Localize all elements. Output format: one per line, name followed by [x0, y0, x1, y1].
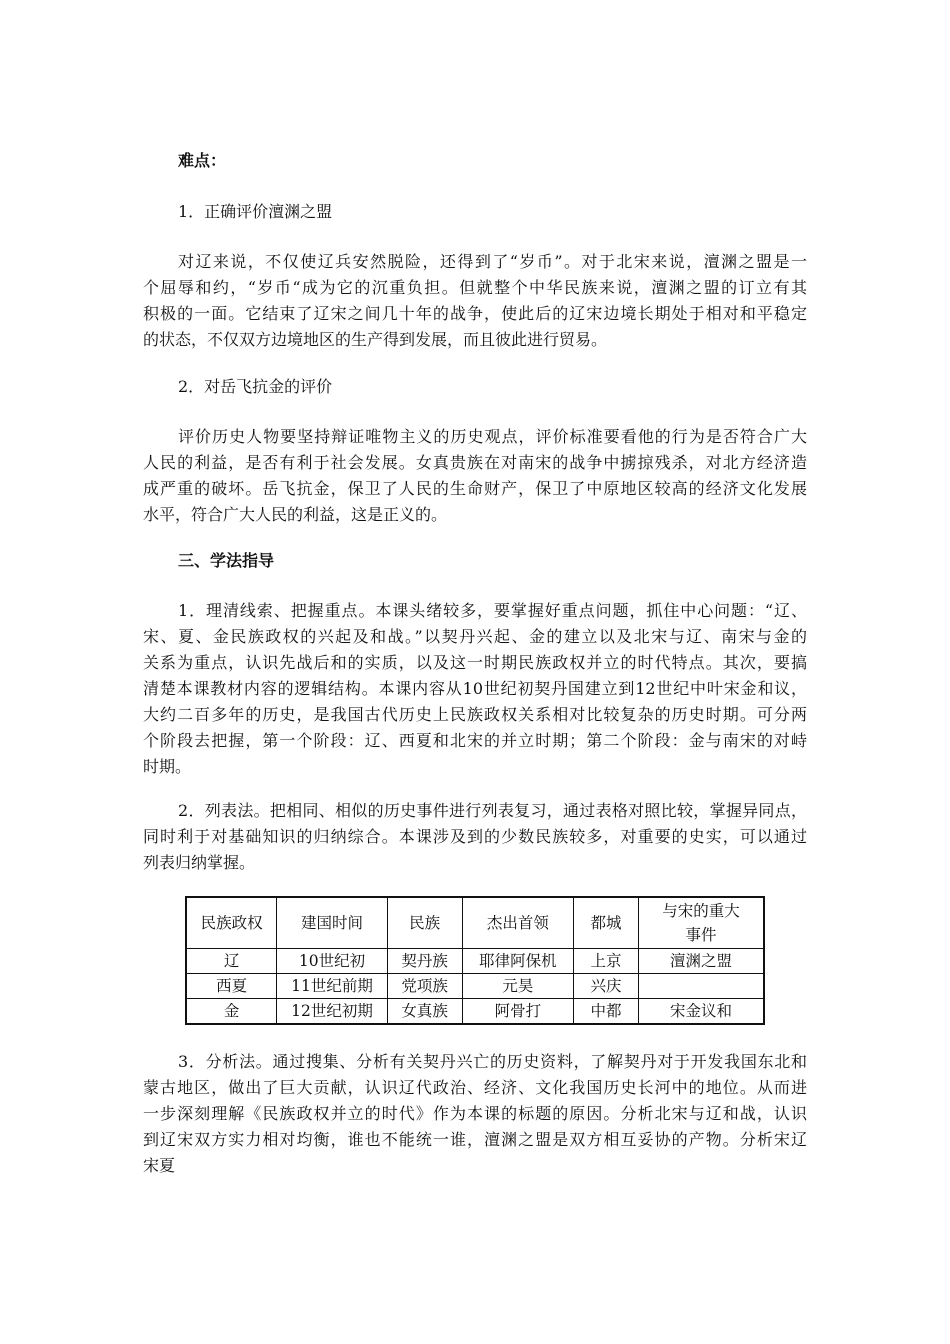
header-line: 与宋的重大: [662, 902, 740, 920]
method1-paragraph: [143, 598, 807, 780]
table-cell: 西夏: [186, 974, 277, 999]
table-header-cell: 杰出首领: [462, 897, 574, 949]
paragraph-line: 蒙古地区，做出了巨大贡献，认识辽代政治、经济、文化我国历史长河中的地位。从而进: [143, 1078, 807, 1097]
paragraph-line: 2．列表法。把相同、相似的历史事件进行列表复习，通过表格对照比较，掌握异同点，: [178, 801, 807, 820]
difficulty-heading: 难点：: [178, 151, 227, 170]
table-cell: 中都: [574, 999, 639, 1025]
paragraph-line: 同时利于对基础知识的归纳综合。本课涉及到的少数民族较多，对重要的史实，可以通过: [143, 827, 807, 846]
table-cell: 耶律阿保机: [462, 949, 574, 974]
paragraph-line: 到辽宋双方实力相对均衡，谁也不能统一谁，澶渊之盟是双方相互妥协的产物。分析宋辽: [143, 1130, 807, 1149]
table-cell: 澶渊之盟: [638, 949, 764, 974]
point2-title: 2．对岳飞抗金的评价: [178, 377, 333, 396]
table-header-cell: [638, 897, 764, 949]
table-cell: 女真族: [387, 999, 462, 1025]
table-row: [186, 949, 764, 974]
table-cell: 金: [186, 999, 277, 1025]
paragraph-line: 1．理清线索、把握重点。本课头绪较多，要掌握好重点问题，抓住中心问题：“辽、: [178, 601, 807, 620]
table-header-cell: 民族政权: [186, 897, 277, 949]
method3-paragraph: [143, 1049, 807, 1179]
point1-title: 1．正确评价澶渊之盟: [178, 202, 333, 221]
difficulty-heading-block: [143, 148, 807, 174]
paragraph-line: 对辽来说，不仅使辽兵安然脱险，还得到了“岁币”。对于北宋来说，澶渊之盟是一: [178, 252, 807, 271]
paragraph-line: 人民的利益，是否有利于社会发展。女真贵族在对南宋的战争中掳掠残杀，对北方经济造: [143, 453, 807, 472]
table-cell: 10世纪初: [277, 949, 388, 974]
methods-heading: 三、学法指导: [178, 551, 275, 570]
paragraph-line: 个阶段去把握，第一个阶段：辽、西夏和北宋的并立时期；第二个阶段：金与南宋的对峙: [143, 731, 807, 750]
table-cell: 契丹族: [387, 949, 462, 974]
methods-heading-block: [143, 548, 807, 574]
table-cell: 兴庆: [574, 974, 639, 999]
paragraph-line: 关系为重点，认识先战后和的实质，以及这一时期民族政权并立的时代特点。其次，要搞: [143, 653, 807, 672]
paragraph-line: 宋、夏、金民族政权的兴起及和战。”以契丹兴起、金的建立以及北宋与辽、南宋与金的: [143, 627, 807, 646]
table-row: [186, 974, 764, 999]
table-cell: 党项族: [387, 974, 462, 999]
paragraph-line: 水平，符合广大人民的利益，这是正义的。: [143, 505, 448, 524]
table-cell: 宋金议和: [638, 999, 764, 1025]
table-cell: [638, 974, 764, 999]
point1-title-block: [143, 199, 807, 225]
table-cell: 上京: [574, 949, 639, 974]
header-line: 事件: [685, 926, 717, 944]
table-header-row: [186, 897, 764, 949]
method2-paragraph: [143, 798, 807, 876]
table-cell: 11世纪前期: [277, 974, 388, 999]
paragraph-line: 的状态，不仅双方边境地区的生产得到发展，而且彼此进行贸易。: [143, 330, 608, 349]
paragraph-line: 时期。: [143, 757, 192, 776]
table-row: [186, 999, 764, 1025]
table-cell: 阿骨打: [462, 999, 574, 1025]
table-header-cell: 民族: [387, 897, 462, 949]
table-header-cell: 都城: [574, 897, 639, 949]
paragraph-line: 一步深刻理解《民族政权并立的时代》作为本课的标题的原因。分析北宋与辽和战，认识: [143, 1104, 807, 1123]
paragraph-line: 成严重的破坏。岳飞抗金，保卫了人民的生命财产，保卫了中原地区较高的经济文化发展: [143, 479, 807, 498]
paragraph-line: 评价历史人物要坚持辩证唯物主义的历史观点，评价标准要看他的行为是否符合广大: [178, 427, 807, 446]
table-cell: 辽: [186, 949, 277, 974]
table-cell: 元昊: [462, 974, 574, 999]
paragraph-line: 大约二百多年的历史，是我国古代历史上民族政权关系相对比较复杂的历史时期。可分两: [143, 705, 807, 724]
point2-title-block: [143, 374, 807, 400]
paragraph-line: 清楚本课教材内容的逻辑结构。本课内容从10世纪初契丹国建立到12世纪中叶宋金和议，: [143, 679, 807, 698]
paragraph-line: 宋夏: [143, 1156, 176, 1175]
table-cell: 12世纪初期: [277, 999, 388, 1025]
paragraph-line: 3．分析法。通过搜集、分析有关契丹兴亡的历史资料，了解契丹对于开发我国东北和: [178, 1052, 807, 1071]
point2-paragraph: [143, 424, 807, 528]
regimes-table: [185, 896, 765, 1025]
table-header-cell: 建国时间: [277, 897, 388, 949]
point1-paragraph: [143, 249, 807, 353]
paragraph-line: 列表归纳掌握。: [143, 853, 256, 872]
paragraph-line: 个屈辱和约，“岁币“成为它的沉重负担。但就整个中华民族来说，澶渊之盟的订立有其: [143, 278, 807, 297]
paragraph-line: 积极的一面。它结束了辽宋之间几十年的战争，使此后的辽宋边境长期处于相对和平稳定: [143, 304, 807, 323]
